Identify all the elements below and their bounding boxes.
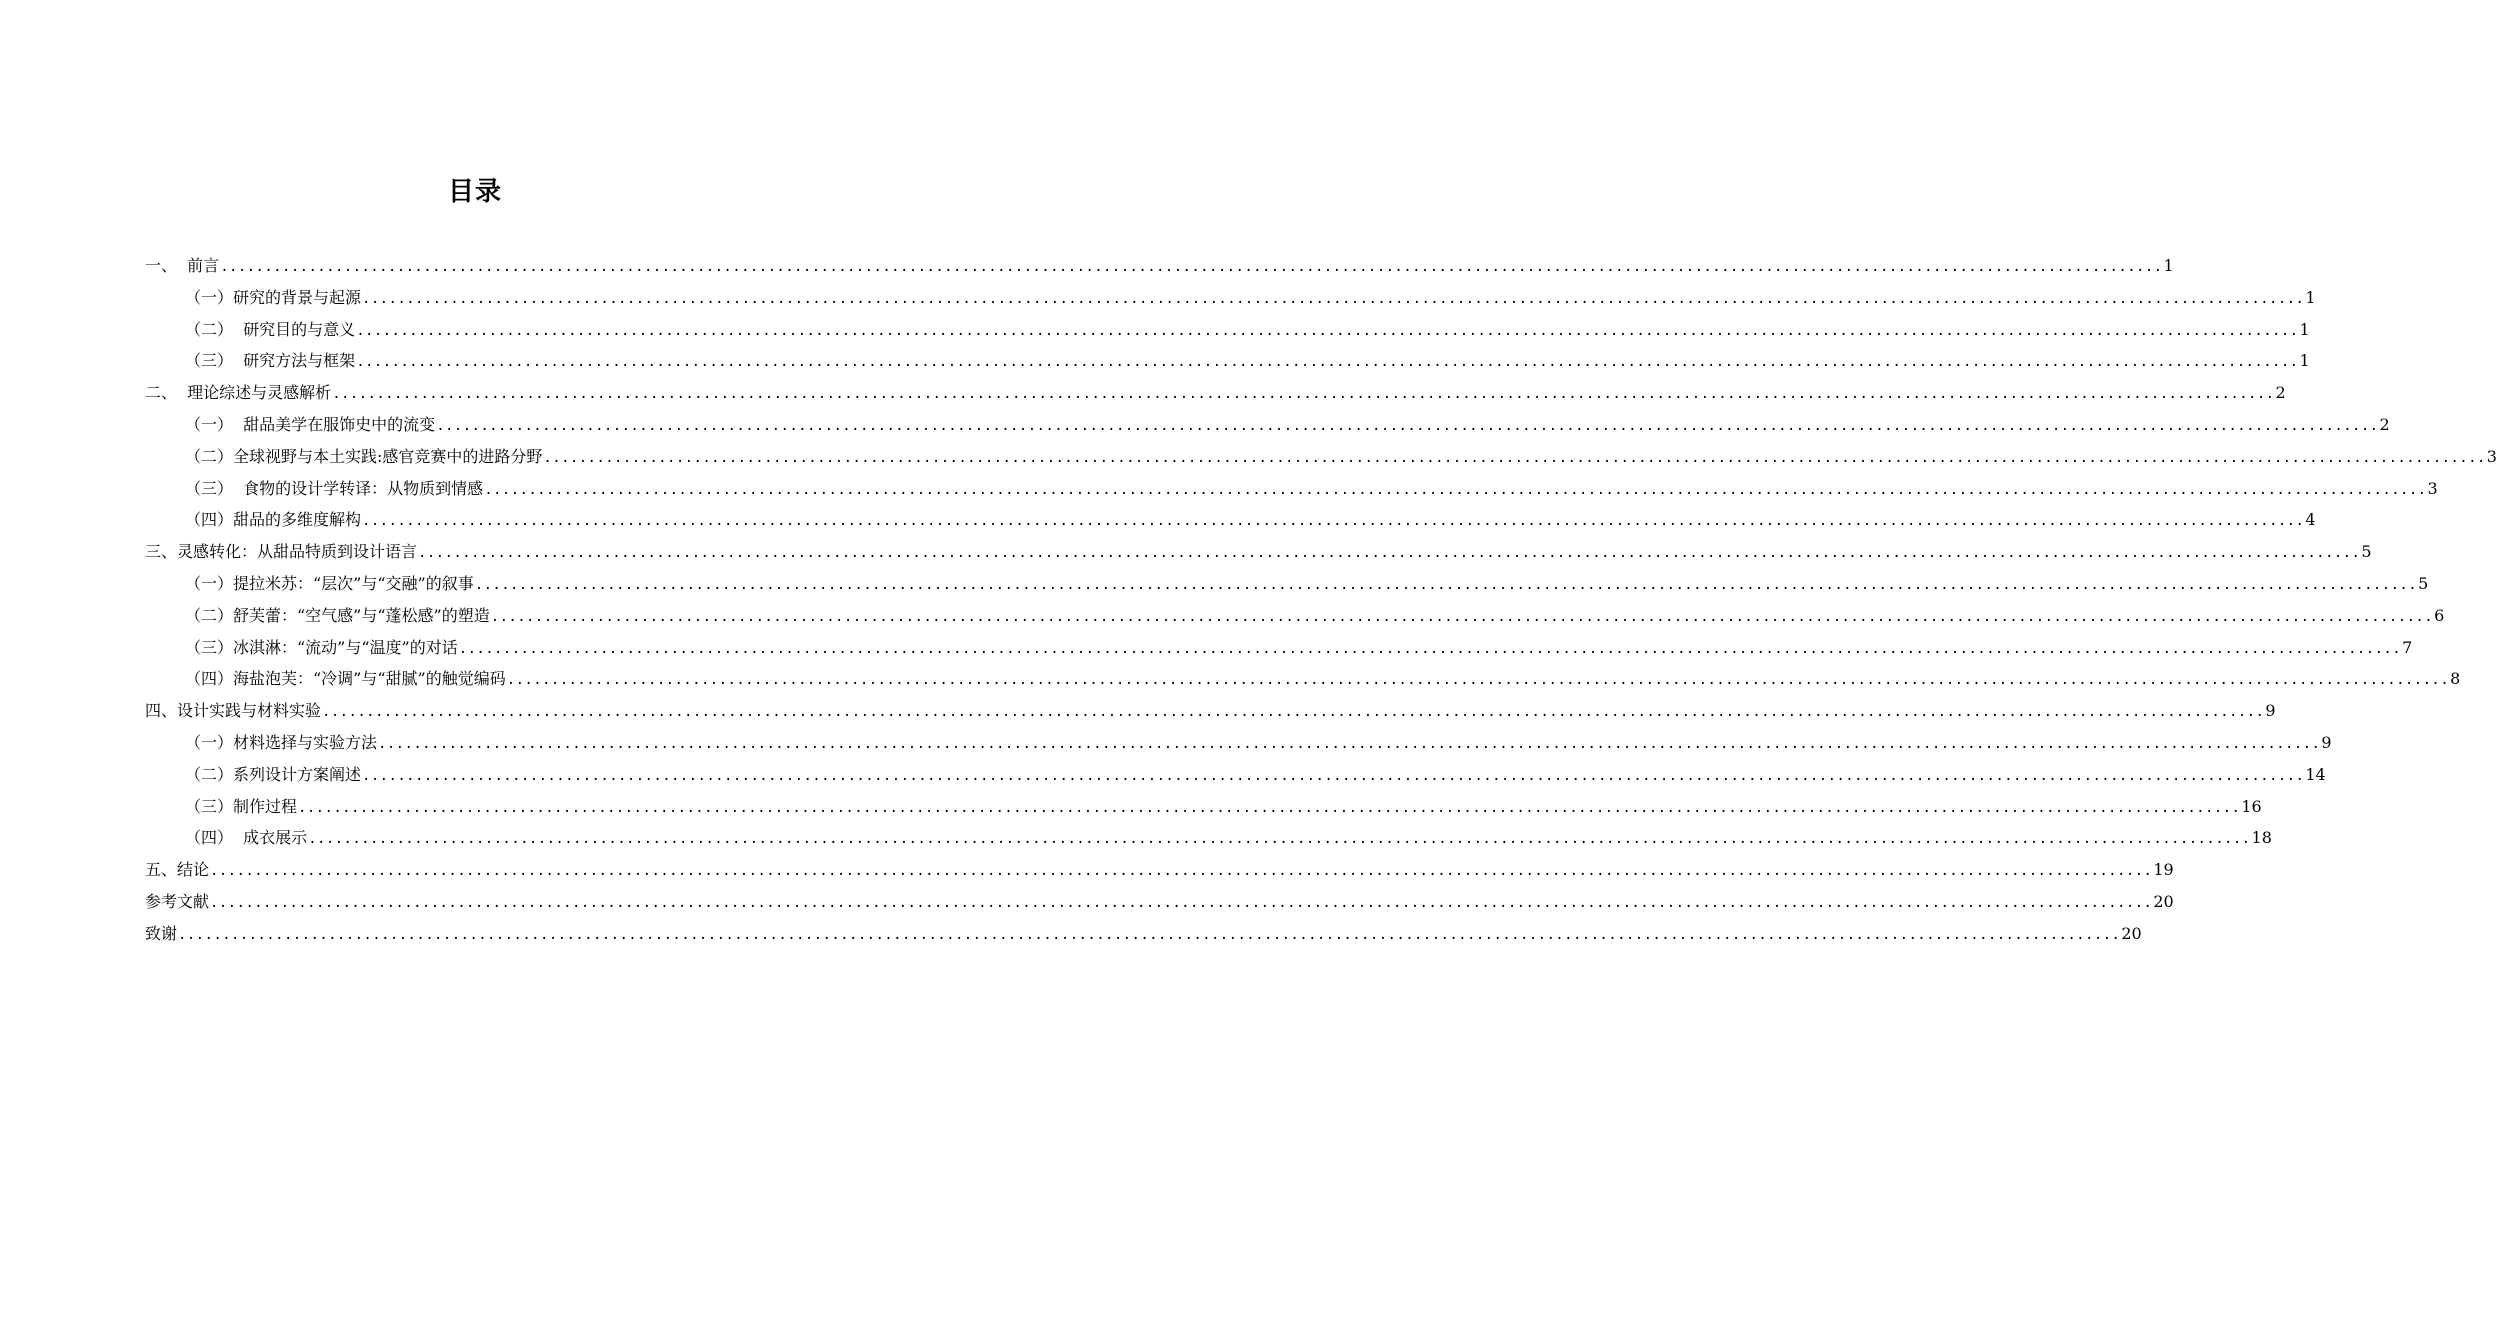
toc-page-number: 8 — [2450, 669, 2461, 689]
toc-page-number: 20 — [2121, 923, 2142, 943]
toc-entry[interactable] — [145, 345, 2310, 377]
toc-entry[interactable] — [145, 314, 2310, 346]
toc-dot-leader: ............................................................................................................................................................................................................................ — [356, 322, 2299, 339]
toc-entry-text: 四、设计实践与材料实验 — [145, 701, 322, 721]
toc-page-number: 19 — [2153, 860, 2174, 880]
toc-entry[interactable] — [145, 663, 2461, 695]
toc-list — [145, 250, 2497, 950]
toc-entry-text: （一） 甜品美学在服饰史中的流变 — [185, 414, 436, 434]
toc-entry-text: （二）舒芙蕾：“空气感”与“蓬松感”的塑造 — [185, 605, 490, 625]
toc-entry[interactable] — [145, 441, 2497, 473]
toc-page-number: 2 — [2379, 414, 2390, 434]
toc-dot-leader: ............................................................................................................................................................................................................................ — [378, 735, 2321, 752]
toc-page-number: 3 — [2427, 478, 2438, 498]
toc-entry-text: （二） 研究目的与意义 — [185, 319, 356, 339]
toc-page-number: 20 — [2153, 891, 2174, 911]
toc-entry[interactable] — [145, 918, 2142, 950]
toc-dot-leader: ............................................................................................................................................................................................................................ — [474, 576, 2418, 593]
toc-entry[interactable] — [145, 822, 2272, 854]
toc-page-number: 1 — [2299, 351, 2310, 371]
toc-page-number: 16 — [2241, 796, 2262, 816]
toc-entry[interactable] — [145, 536, 2372, 568]
toc-entry[interactable] — [145, 250, 2174, 282]
toc-dot-leader: ............................................................................................................................................................................................................................ — [210, 894, 2153, 911]
toc-dot-leader: ............................................................................................................................................................................................................................ — [484, 481, 2427, 498]
toc-dot-leader: ............................................................................................................................................................................................................................ — [543, 449, 2486, 466]
toc-entry-text: 一、 前言 — [145, 256, 220, 275]
toc-entry-text: （二）系列设计方案阐述 — [185, 764, 362, 784]
toc-entry-text: （四）海盐泡芙：“冷调”与“甜腻”的触觉编码 — [185, 669, 506, 689]
toc-entry-text: 五、结论 — [145, 860, 210, 880]
toc-page-number: 9 — [2265, 701, 2276, 721]
toc-dot-leader: ............................................................................................................................................................................................................................ — [362, 513, 2305, 530]
toc-dot-leader: ............................................................................................................................................................................................................................ — [490, 608, 2434, 625]
toc-entry-text: （三）冰淇淋：“流动”与“温度”的对话 — [185, 637, 458, 657]
toc-entry-text: （一）研究的背景与起源 — [185, 287, 362, 307]
toc-dot-leader: ............................................................................................................................................................................................................................ — [436, 417, 2379, 434]
toc-dot-leader: ............................................................................................................................................................................................................................ — [298, 799, 2241, 816]
toc-page-number: 3 — [2486, 446, 2497, 466]
toc-dot-leader: ............................................................................................................................................................................................................................ — [418, 545, 2361, 562]
toc-dot-leader: ............................................................................................................................................................................................................................ — [322, 704, 2265, 721]
toc-entry[interactable] — [145, 791, 2262, 823]
toc-entry[interactable] — [145, 759, 2326, 791]
toc-page-number: 1 — [2163, 256, 2174, 275]
toc-page-number: 6 — [2434, 605, 2445, 625]
toc-entry[interactable] — [145, 632, 2413, 664]
toc-entry-text: （四） 成衣展示 — [185, 828, 308, 848]
toc-entry-text: （一）提拉米苏：“层次”与“交融”的叙事 — [185, 573, 474, 593]
toc-entry[interactable] — [145, 282, 2316, 314]
toc-entry[interactable] — [145, 409, 2390, 441]
toc-page-number: 2 — [2275, 383, 2286, 403]
toc-entry-text: （三） 研究方法与框架 — [185, 351, 356, 371]
toc-entry-text: 三、灵感转化：从甜品特质到设计语言 — [145, 542, 418, 562]
toc-dot-leader: ............................................................................................................................................................................................................................ — [362, 767, 2305, 784]
toc-entry[interactable] — [145, 695, 2276, 727]
toc-dot-leader: ............................................................................................................................................................................................................................ — [458, 640, 2402, 657]
toc-entry-text: 二、 理论综述与灵感解析 — [145, 383, 332, 403]
toc-entry[interactable] — [145, 886, 2174, 918]
toc-page-number: 9 — [2321, 732, 2332, 752]
toc-page-number: 4 — [2305, 510, 2316, 530]
toc-dot-leader: ............................................................................................................................................................................................................................ — [178, 926, 2121, 943]
toc-entry-text: （三）制作过程 — [185, 796, 298, 816]
toc-dot-leader: ............................................................................................................................................................................................................................ — [308, 831, 2251, 848]
toc-dot-leader: ............................................................................................................................................................................................................................ — [332, 386, 2275, 403]
toc-entry[interactable] — [145, 727, 2332, 759]
toc-entry-text: （二）全球视野与本土实践:感官竞赛中的进路分野 — [185, 446, 543, 466]
toc-entry-text: （三） 食物的设计学转译：从物质到情感 — [185, 478, 484, 498]
toc-entry-text: 致谢 — [145, 923, 178, 943]
toc-page-number: 14 — [2305, 764, 2326, 784]
toc-entry[interactable] — [145, 504, 2316, 536]
toc-dot-leader: ............................................................................................................................................................................................................................ — [210, 863, 2153, 880]
toc-entry[interactable] — [145, 377, 2286, 409]
toc-title: 目录 — [447, 177, 502, 207]
toc-entry[interactable] — [145, 473, 2438, 505]
toc-page-number: 7 — [2402, 637, 2413, 657]
toc-page-number: 1 — [2299, 319, 2310, 339]
toc-entry-text: （一）材料选择与实验方法 — [185, 732, 378, 752]
toc-page-number: 18 — [2251, 828, 2272, 848]
toc-page-number: 5 — [2361, 542, 2372, 562]
toc-dot-leader: ............................................................................................................................................................................................................................ — [220, 259, 2163, 275]
toc-entry-text: 参考文献 — [145, 891, 210, 911]
toc-dot-leader: ............................................................................................................................................................................................................................ — [356, 354, 2299, 371]
toc-dot-leader: ............................................................................................................................................................................................................................ — [362, 290, 2305, 307]
toc-entry[interactable] — [145, 600, 2445, 632]
toc-page-number: 1 — [2305, 287, 2316, 307]
toc-entry[interactable] — [145, 854, 2174, 886]
toc-dot-leader: ............................................................................................................................................................................................................................ — [506, 672, 2450, 689]
toc-entry[interactable] — [145, 568, 2429, 600]
toc-entry-text: （四）甜品的多维度解构 — [185, 510, 362, 530]
toc-page-number: 5 — [2418, 573, 2429, 593]
